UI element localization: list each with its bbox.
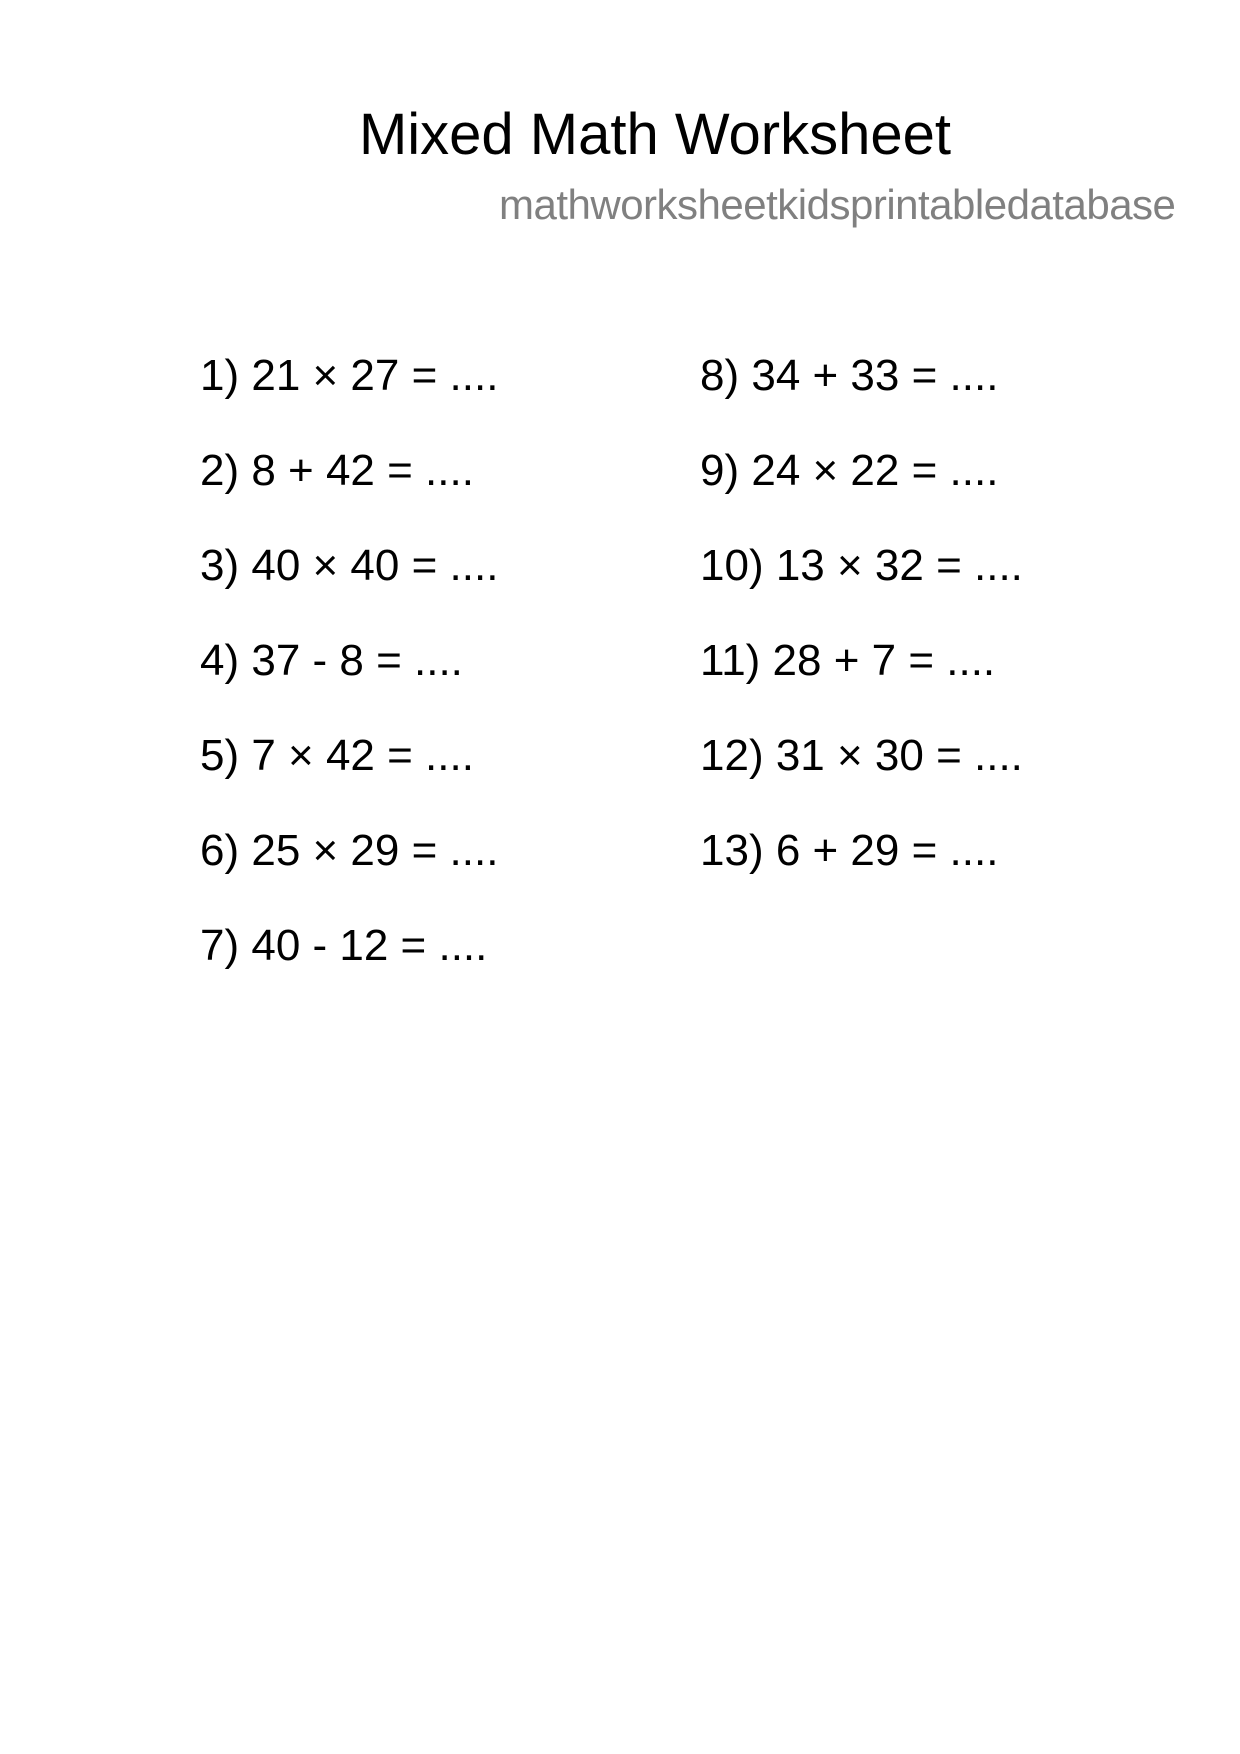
problem-item: 7) 40 - 12 = .... (200, 921, 488, 970)
watermark-text: mathworksheetkidsprintabledatabase (499, 181, 1176, 228)
problem-item: 12) 31 × 30 = .... (700, 731, 1023, 780)
problem-item: 1) 21 × 27 = .... (200, 351, 499, 400)
problem-item: 5) 7 × 42 = .... (200, 731, 474, 780)
problems-column-left (200, 349, 498, 1014)
problem-item: 3) 40 × 40 = .... (200, 541, 499, 590)
problem-item: 8) 34 + 33 = .... (700, 351, 999, 400)
problem-item: 6) 25 × 29 = .... (200, 826, 499, 875)
worksheet-title: Mixed Math Worksheet (358, 102, 952, 167)
problem-item: 11) 28 + 7 = .... (700, 636, 996, 685)
problem-item: 2) 8 + 42 = .... (200, 446, 474, 495)
problem-item: 13) 6 + 29 = .... (700, 826, 999, 875)
problem-item: 9) 24 × 22 = .... (700, 446, 999, 495)
problem-item: 4) 37 - 8 = .... (200, 636, 463, 685)
problem-item: 10) 13 × 32 = .... (700, 541, 1023, 590)
problems-column-right (700, 349, 1023, 919)
